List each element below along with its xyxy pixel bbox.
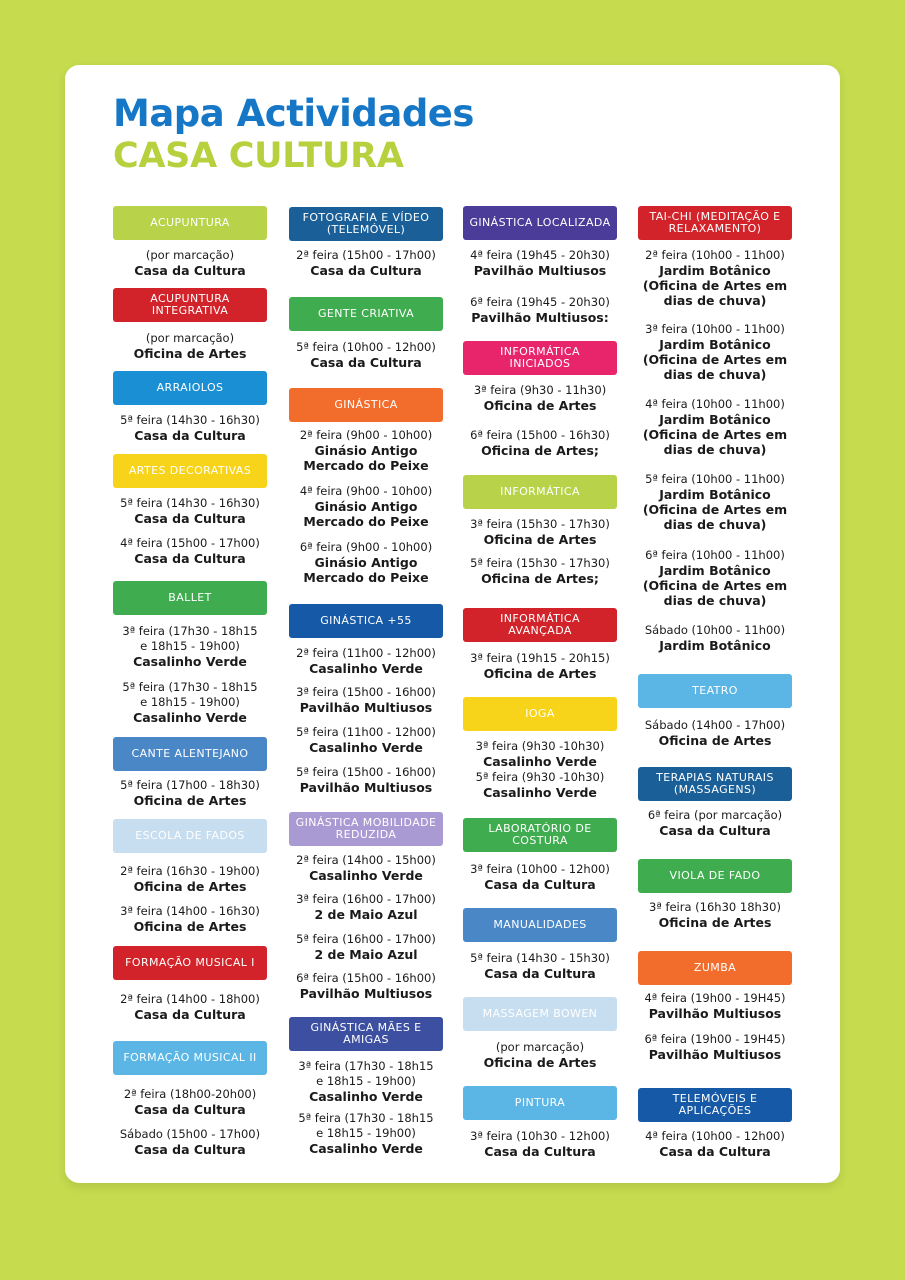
schedule-time: (por marcação) <box>495 1040 585 1054</box>
schedule-time: 3ª feira (10h30 - 12h00) <box>470 1129 610 1143</box>
schedule-time: 5ª feira (9h30 -10h30) <box>475 770 605 784</box>
schedule-place: Jardim Botânico (Oficina de Artes em dias de chuva) <box>642 412 788 457</box>
schedule-entry <box>638 718 792 748</box>
schedule-time: 2ª feira (9h00 - 10h00) <box>299 428 433 442</box>
schedule-entry <box>638 1129 792 1159</box>
schedule-place: Casa da Cultura <box>484 877 596 892</box>
schedule-entry <box>289 1059 443 1104</box>
schedule-entry <box>113 1127 267 1157</box>
schedule-entry <box>113 904 267 934</box>
schedule-entry <box>289 484 443 529</box>
schedule-time: 2ª feira (11h00 - 12h00) <box>296 646 436 660</box>
schedule-entry <box>463 1040 617 1070</box>
schedule-entry <box>113 413 267 443</box>
schedule-entry <box>289 1111 443 1156</box>
activity-label-informatica: INFORMÁTICA <box>463 475 617 509</box>
activity-label-cante-alentejano: CANTE ALENTEJANO <box>113 737 267 771</box>
schedule-place: Casalinho Verde <box>483 785 597 800</box>
schedule-place: Pavilhão Multiusos <box>299 780 433 795</box>
schedule-entry <box>289 428 443 473</box>
schedule-place: Casalinho Verde <box>133 710 247 725</box>
activity-label-teatro: TEATRO <box>638 674 792 708</box>
activity-label-ginastica-mobilidade-reduzida: GINÁSTICA MOBILIDADE REDUZIDA <box>289 812 443 846</box>
schedule-place: Oficina de Artes; <box>481 443 599 458</box>
schedule-time: 5ª feira (11h00 - 12h00) <box>296 725 436 739</box>
schedule-time: 4ª feira (10h00 - 11h00) <box>645 397 785 411</box>
schedule-time: 3ª feira (9h30 - 11h30) <box>473 383 607 397</box>
schedule-time: 4ª feira (15h00 - 17h00) <box>120 536 260 550</box>
schedule-place: Casalinho Verde <box>309 1141 423 1156</box>
activity-label-acupuntura-integrativa: ACUPUNTURA INTEGRATIVA <box>113 288 267 322</box>
schedule-place: Casalinho Verde <box>309 661 423 676</box>
schedule-entry <box>463 428 617 458</box>
schedule-entry <box>113 992 267 1022</box>
activity-label-escola-de-fados: ESCOLA DE FADOS <box>113 819 267 853</box>
schedule-place: Jardim Botânico (Oficina de Artes em dias de chuva) <box>642 563 788 608</box>
schedule-entry <box>289 932 443 962</box>
schedule-entry <box>463 862 617 892</box>
activity-label-zumba: ZUMBA <box>638 951 792 985</box>
schedule-time: 5ª feira (16h00 - 17h00) <box>296 932 436 946</box>
schedule-time: 5ª feira (14h30 - 16h30) <box>120 496 260 510</box>
schedule-place: Oficina de Artes <box>483 398 597 413</box>
schedule-entry <box>289 892 443 922</box>
activity-label-gente-criativa: GENTE CRIATIVA <box>289 297 443 331</box>
schedule-entry <box>113 536 267 566</box>
schedule-place: Pavilhão Multiusos <box>299 986 433 1001</box>
schedule-time: 4ª feira (19h00 - 19H45) <box>644 991 786 1005</box>
schedule-entry <box>113 778 267 808</box>
schedule-time: 3ª feira (17h30 - 18h15 e 18h15 - 19h00) <box>298 1059 434 1088</box>
schedule-entry <box>463 770 617 800</box>
schedule-time: 2ª feira (18h00-20h00) <box>123 1087 257 1101</box>
schedule-place: Jardim Botânico (Oficina de Artes em dias de chuva) <box>642 263 788 308</box>
schedule-time: 5ª feira (15h30 - 17h30) <box>470 556 610 570</box>
schedule-time: 4ª feira (10h00 - 12h00) <box>645 1129 785 1143</box>
schedule-entry <box>638 900 792 930</box>
activity-label-artes-decorativas: ARTES DECORATIVAS <box>113 454 267 488</box>
schedule-entry <box>638 472 792 532</box>
schedule-time: 3ª feira (16h30 18h30) <box>649 900 781 914</box>
schedule-place: 2 de Maio Azul <box>314 907 418 922</box>
schedule-place: Casalinho Verde <box>483 754 597 769</box>
schedule-place: Casa da Cultura <box>134 511 246 526</box>
activity-label-massagem-bowen: MASSAGEM BOWEN <box>463 997 617 1031</box>
schedule-time: 5ª feira (10h00 - 12h00) <box>296 340 436 354</box>
schedule-entry <box>289 853 443 883</box>
schedule-place: Oficina de Artes <box>133 879 247 894</box>
schedule-time: 2ª feira (15h00 - 17h00) <box>296 248 436 262</box>
schedule-place: 2 de Maio Azul <box>314 947 418 962</box>
schedule-place: Casalinho Verde <box>309 868 423 883</box>
schedule-time: Sábado (10h00 - 11h00) <box>644 623 786 637</box>
activity-label-fotografia-e-video-telemovel: FOTOGRAFIA E VÍDEO (TELEMÓVEL) <box>289 207 443 241</box>
schedule-time: 3ª feira (10h00 - 12h00) <box>470 862 610 876</box>
schedule-entry <box>289 765 443 795</box>
schedule-place: Casa da Cultura <box>484 1144 596 1159</box>
schedule-time: 5ª feira (14h30 - 15h30) <box>470 951 610 965</box>
schedule-time: (por marcação) <box>145 248 235 262</box>
schedule-entry <box>638 623 792 653</box>
schedule-place: Casalinho Verde <box>309 740 423 755</box>
schedule-entry <box>463 295 617 325</box>
schedule-place: Oficina de Artes <box>133 919 247 934</box>
schedule-entry <box>289 725 443 755</box>
schedule-place: Casa da Cultura <box>134 551 246 566</box>
schedule-entry <box>289 340 443 370</box>
schedule-time: 3ª feira (9h30 -10h30) <box>475 739 605 753</box>
schedule-time: 6ª feira (15h00 - 16h00) <box>296 971 436 985</box>
schedule-entry <box>289 248 443 278</box>
schedule-entry <box>638 397 792 457</box>
schedule-time: 6ª feira (10h00 - 11h00) <box>645 548 785 562</box>
schedule-time: 5ª feira (17h30 - 18h15 e 18h15 - 19h00) <box>122 680 258 709</box>
activity-label-ioga: IOGA <box>463 697 617 731</box>
schedule-place: Jardim Botânico <box>659 638 771 653</box>
schedule-place: Casa da Cultura <box>310 263 422 278</box>
schedule-entry <box>289 646 443 676</box>
schedule-place: Casa da Cultura <box>484 966 596 981</box>
schedule-place: Pavilhão Multiusos <box>648 1006 782 1021</box>
schedule-place: Casa da Cultura <box>659 1144 771 1159</box>
schedule-time: 5ª feira (17h00 - 18h30) <box>120 778 260 792</box>
schedule-place: Casa da Cultura <box>310 355 422 370</box>
activity-label-manualidades: MANUALIDADES <box>463 908 617 942</box>
schedule-time: 4ª feira (19h45 - 20h30) <box>470 248 610 262</box>
schedule-place: Casa da Cultura <box>134 263 246 278</box>
schedule-time: 5ª feira (15h00 - 16h00) <box>296 765 436 779</box>
schedule-time: 3ª feira (14h00 - 16h30) <box>120 904 260 918</box>
schedule-entry <box>638 322 792 382</box>
activity-label-formacao-musical-ii: FORMAÇÃO MUSICAL II <box>113 1041 267 1075</box>
schedule-entry <box>638 991 792 1021</box>
schedule-place: Ginásio Antigo Mercado do Peixe <box>303 443 429 473</box>
activity-label-terapias-naturais-massagens: TERAPIAS NATURAIS (MASSAGENS) <box>638 767 792 801</box>
schedule-entry <box>463 556 617 586</box>
activity-label-ginastica: GINÁSTICA <box>289 388 443 422</box>
schedule-entry <box>638 548 792 608</box>
schedule-time: 5ª feira (10h00 - 11h00) <box>645 472 785 486</box>
schedule-time: 6ª feira (por marcação) <box>647 808 783 822</box>
schedule-time: 3ª feira (15h30 - 17h30) <box>470 517 610 531</box>
schedule-entry <box>113 680 267 725</box>
schedule-entry <box>113 864 267 894</box>
schedule-entry <box>289 685 443 715</box>
schedule-place: Jardim Botânico (Oficina de Artes em dias de chuva) <box>642 487 788 532</box>
schedule-place: Pavilhão Multiusos <box>299 700 433 715</box>
schedule-entry <box>463 739 617 769</box>
schedule-place: Casa da Cultura <box>134 428 246 443</box>
schedule-entry <box>463 517 617 547</box>
schedule-place: Oficina de Artes <box>133 346 247 361</box>
activity-label-laboratorio-de-costura: LABORATÓRIO DE COSTURA <box>463 818 617 852</box>
schedule-time: Sábado (15h00 - 17h00) <box>119 1127 261 1141</box>
activity-label-ginastica-localizada: GINÁSTICA LOCALIZADA <box>463 206 617 240</box>
page-title: Mapa Actividades <box>113 92 474 135</box>
schedule-time: 6ª feira (19h00 - 19H45) <box>644 1032 786 1046</box>
schedule-time: Sábado (14h00 - 17h00) <box>644 718 786 732</box>
schedule-entry <box>289 540 443 585</box>
schedule-entry <box>638 248 792 308</box>
schedule-entry <box>113 248 267 278</box>
activity-label-informatica-avancada: INFORMÁTICA AVANÇADA <box>463 608 617 642</box>
schedule-time: (por marcação) <box>145 331 235 345</box>
schedule-place: Casa da Cultura <box>134 1102 246 1117</box>
schedule-time: 2ª feira (14h00 - 15h00) <box>296 853 436 867</box>
schedule-entry <box>638 1032 792 1062</box>
schedule-time: 3ª feira (15h00 - 16h00) <box>296 685 436 699</box>
schedule-entry <box>289 971 443 1001</box>
schedule-place: Oficina de Artes <box>658 733 772 748</box>
schedule-time: 3ª feira (10h00 - 11h00) <box>645 322 785 336</box>
schedule-time: 2ª feira (10h00 - 11h00) <box>645 248 785 262</box>
schedule-time: 5ª feira (17h30 - 18h15 e 18h15 - 19h00) <box>298 1111 434 1140</box>
activity-label-ginastica-maes-e-amigas: GINÁSTICA MÃES E AMIGAS <box>289 1017 443 1051</box>
schedule-entry <box>463 1129 617 1159</box>
schedule-time: 6ª feira (9h00 - 10h00) <box>299 540 433 554</box>
schedule-entry <box>463 951 617 981</box>
schedule-time: 3ª feira (17h30 - 18h15 e 18h15 - 19h00) <box>122 624 258 653</box>
schedule-time: 6ª feira (19h45 - 20h30) <box>470 295 610 309</box>
activity-label-formacao-musical-i: FORMAÇÃO MUSICAL I <box>113 946 267 980</box>
schedule-time: 2ª feira (16h30 - 19h00) <box>120 864 260 878</box>
schedule-place: Jardim Botânico (Oficina de Artes em dias de chuva) <box>642 337 788 382</box>
schedule-entry <box>113 1087 267 1117</box>
schedule-place: Pavilhão Multiusos <box>648 1047 782 1062</box>
schedule-entry <box>113 496 267 526</box>
schedule-place: Casa da Cultura <box>659 823 771 838</box>
schedule-place: Oficina de Artes; <box>481 571 599 586</box>
schedule-place: Pavilhão Multiusos <box>473 263 607 278</box>
schedule-place: Casalinho Verde <box>133 654 247 669</box>
schedule-entry <box>463 383 617 413</box>
schedule-time: 2ª feira (14h00 - 18h00) <box>120 992 260 1006</box>
schedule-place: Ginásio Antigo Mercado do Peixe <box>303 499 429 529</box>
schedule-time: 3ª feira (16h00 - 17h00) <box>296 892 436 906</box>
schedule-entry <box>463 248 617 278</box>
activity-label-arraiolos: ARRAIOLOS <box>113 371 267 405</box>
schedule-place: Oficina de Artes <box>483 532 597 547</box>
schedule-place: Oficina de Artes <box>658 915 772 930</box>
schedule-place: Casalinho Verde <box>309 1089 423 1104</box>
activity-label-tai-chi-meditacao-e-relaxamento: TAI-CHI (MEDITAÇÃO E RELAXAMENTO) <box>638 206 792 240</box>
schedule-entry <box>113 624 267 669</box>
page-subtitle: CASA CULTURA <box>113 136 404 176</box>
schedule-time: 3ª feira (19h15 - 20h15) <box>470 651 610 665</box>
schedule-entry <box>638 808 792 838</box>
schedule-place: Oficina de Artes <box>483 666 597 681</box>
activity-label-ginastica-55: GINÁSTICA +55 <box>289 604 443 638</box>
schedule-place: Oficina de Artes <box>483 1055 597 1070</box>
schedule-place: Ginásio Antigo Mercado do Peixe <box>303 555 429 585</box>
schedule-place: Casa da Cultura <box>134 1142 246 1157</box>
activity-label-viola-de-fado: VIOLA DE FADO <box>638 859 792 893</box>
activity-label-acupuntura: ACUPUNTURA <box>113 206 267 240</box>
activity-label-telemoveis-e-aplicacoes: TELEMÓVEIS E APLICAÇÕES <box>638 1088 792 1122</box>
schedule-place: Pavilhão Multiusos: <box>471 310 609 325</box>
activity-label-ballet: BALLET <box>113 581 267 615</box>
schedule-time: 6ª feira (15h00 - 16h30) <box>470 428 610 442</box>
activity-label-pintura: PINTURA <box>463 1086 617 1120</box>
schedule-place: Casa da Cultura <box>134 1007 246 1022</box>
schedule-time: 5ª feira (14h30 - 16h30) <box>120 413 260 427</box>
schedule-time: 4ª feira (9h00 - 10h00) <box>299 484 433 498</box>
schedule-entry <box>463 651 617 681</box>
schedule-entry <box>113 331 267 361</box>
schedule-place: Oficina de Artes <box>133 793 247 808</box>
activity-label-informatica-iniciados: INFORMÁTICA INICIADOS <box>463 341 617 375</box>
